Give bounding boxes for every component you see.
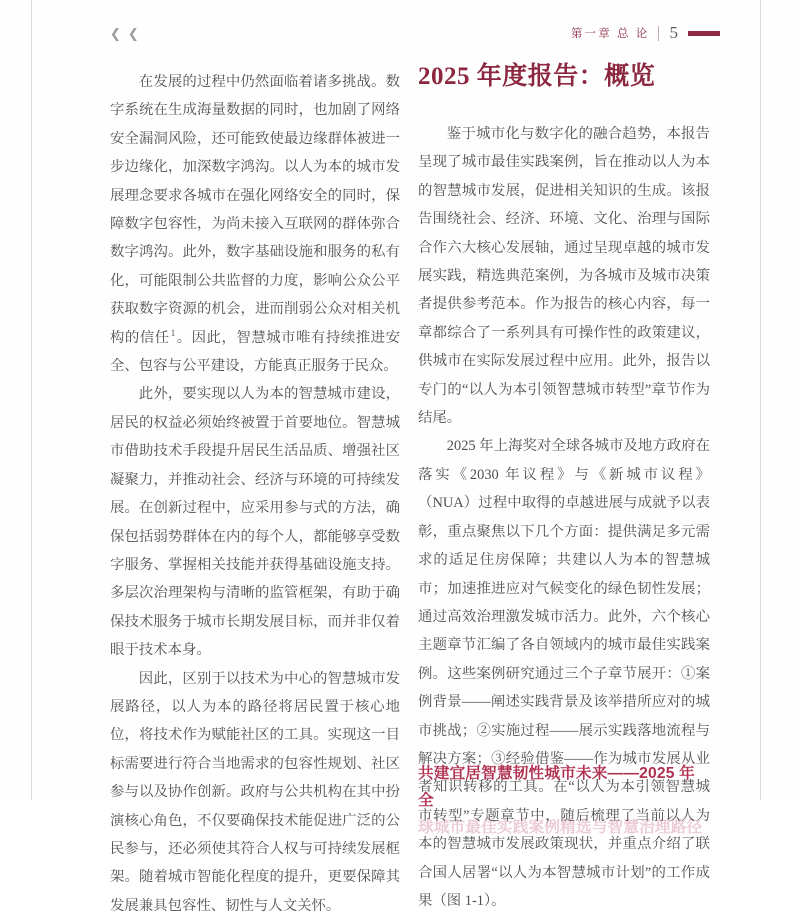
section-heading-line-1: 共建宜居智慧韧性城市未来——2025 年全 [418, 765, 695, 809]
paragraph-text-tail: 。因此，智慧城市唯有持续推进安全、包容与公平建设，方能真正服务于民众。 [110, 329, 400, 375]
chevron-left-icon[interactable]: ❮ [110, 27, 121, 42]
page-edge-rule-right [760, 0, 761, 800]
paragraph [110, 68, 400, 380]
section-heading-line-2: 球城市最佳实践案例精选与智慧治理路径 [418, 819, 703, 836]
chevron-left-icon[interactable]: ❮ [127, 27, 139, 42]
paragraph: 2025 年上海奖对全球各城市及地方政府在落实《2030 年议程》与《新城市议程》（NUA）过程中取得的卓越进展与成就予以表彰，重点聚焦以下几个方面：提供满足多元需求的适足住房保障；共建以人为本的智慧城市；加速推进应对气候变化的绿色韧性发展；通过高效治理激发城市活力。此外，六个核心主题章节汇编了各自领域内的城市最佳实践案例。这些案例研究通过三个子章节展开：①案例背景——阐述实践背景及该举措所应对的城市挑战；②实施过程——展示实践落地流程与解决方案；③经验借鉴——作为城市发展从业者知识转移的工具。在“以人为本引领智慧城市转型”专题章节中，随后梳理了当前以人为本的智慧城市发展政策现状，并重点介绍了联合国人居署“以人为本智慧城市计划”的工作成果（图 1-1）。 [418, 438, 710, 909]
body-column-left [110, 68, 400, 920]
header-accent-bar [688, 31, 720, 36]
page-edge-rule-left [31, 0, 32, 800]
section-heading [418, 760, 710, 836]
chapter-label: 第一章 总 论 [570, 28, 650, 40]
paragraph-text: 在发展的过程中仍然面临着诸多挑战。数字系统在生成海量数据的同时，也加剧了网络安全漏洞风险，还可能致使最边缘群体被进一步边缘化，加深数字鸿沟。以人为本的城市发展理念要求各城市在强化网络安全的同时，保障数字包容性，为尚未接入互联网的群体弥合数字鸿沟。此外，数字基础设施和服务的私有化，可能限制公共监督的力度，影响公众公平获取数字资源的机会，进而削弱公众对相关机构的信任 [110, 74, 400, 346]
footnote-marker[interactable]: 1 [170, 327, 176, 338]
page-title: 2025 年度报告：概览 [418, 63, 656, 90]
paragraph: 因此，区别于以技术为中心的智慧城市发展路径，以人为本的路径将居民置于核心地位，将技术作为赋能社区的工具。实现这一目标需要进行符合当地需求的包容性规划、社区参与以及协作创新。政府与公共机构在其中扮演核心角色，不仅要确保技术能促进广泛的公民参与，还必须使其符合人权与可持续发展框架。随着城市智能化程度的提升，更要保障其发展兼具包容性、韧性与人文关怀。 [110, 670, 400, 914]
running-head [110, 24, 760, 50]
page-number: 5 [669, 23, 678, 42]
header-divider [658, 26, 659, 41]
paragraph: 此外，要实现以人为本的智慧城市建设，居民的权益必须始终被置于首要地位。智慧城市借助技术手段提升居民生活品质、增强社区凝聚力，并推动社会、经济与环境的可持续发展。在创新过程中，应采用参与式的方法，确保包括弱势群体在内的每个人，都能够享受数字服务、掌握相关技能并获得基础设施支持。多层次治理架构与清晰的监管框架，有助于确保技术服务于城市长期发展目标，而并非仅着眼于技术本身。 [110, 386, 400, 659]
running-head-right [571, 24, 720, 42]
page-nav-chevrons[interactable] [110, 26, 139, 44]
paragraph: 鉴于城市化与数字化的融合趋势，本报告呈现了城市最佳实践案例，旨在推动以人为本的智慧城市发展，促进相关知识的生成。该报告围绕社会、经济、环境、文化、治理与国际合作六大核心发展轴，通过呈现卓越的城市发展实践，精选典范案例，为各城市及城市决策者提供参考范本。作为报告的核心内容，每一章都综合了一系列具有可操作性的政策建议，供城市在实际发展过程中应用。此外，报告以专门的“以人为本引领智慧城市转型”章节作为结尾。 [418, 126, 710, 427]
